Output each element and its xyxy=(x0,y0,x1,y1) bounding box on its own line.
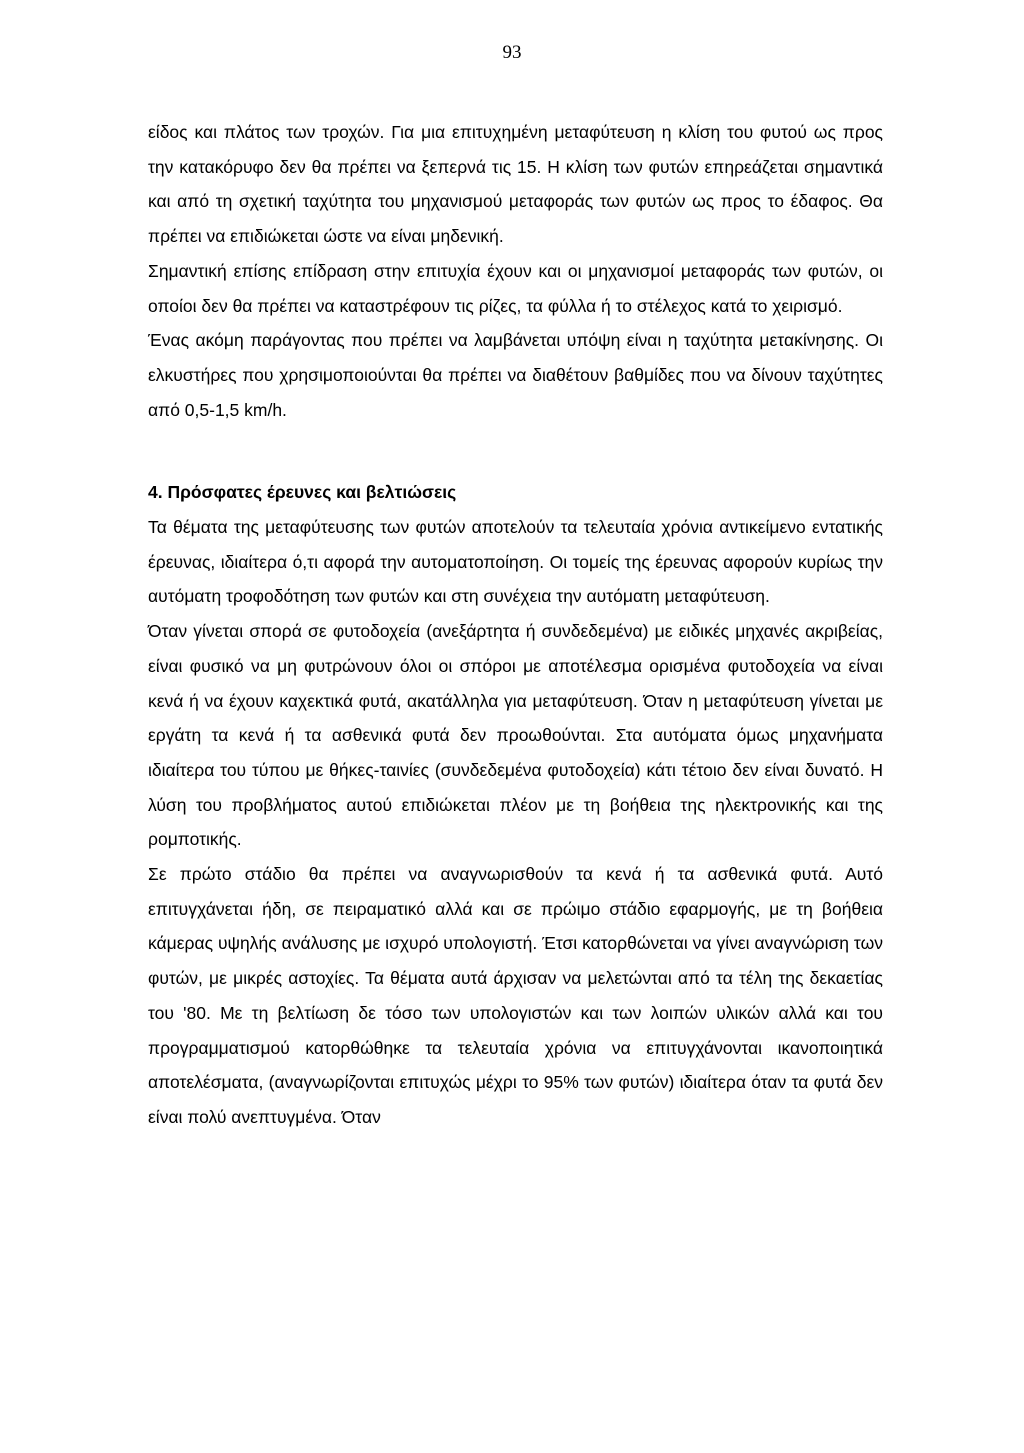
paragraph-research-topics: Τα θέματα της μεταφύτευσης των φυτών αποτελούν τα τελευταία χρόνια αντικείμενο εντατικής έρευνας, ιδιαίτερα ό,τι αφορά την αυτοματοποίηση. Οι τομείς της έρευνας αφορούν κυρίως την αυτόματη τροφοδότηση των φυτών και στη συνέχεια την αυτόματη μεταφύτευση. xyxy=(148,517,883,607)
paragraph-travel-speed: Ένας ακόμη παράγοντας που πρέπει να λαμβάνεται υπόψη είναι η ταχύτητα μετακίνησης. Οι ελκυστήρες που χρησιμοποιούνται θα πρέπει να διαθέτουν βαθμίδες που να δίνουν ταχύτητες από 0,5-1,5 km/h. xyxy=(148,330,883,420)
section-heading: 4. Πρόσφατες έρευνες και βελτιώσεις xyxy=(148,482,457,503)
paragraph-wheel-width: είδος και πλάτος των τροχών. Για μια επιτυχημένη μεταφύτευση η κλίση του φυτού ως προς την κατακόρυφο δεν θα πρέπει να ξεπερνά τις 15. Η κλίση των φυτών επηρεάζεται σημαντικά και από τη σχετική ταχύτητα του μηχανισμού μεταφοράς των φυτών ως προς το έδαφος. Θα πρέπει να επιδιώκεται ώστε να είναι μηδενική. xyxy=(148,122,883,247)
paragraph-seeding-trays: Όταν γίνεται σπορά σε φυτοδοχεία (ανεξάρτητα ή συνδεδεμένα) με ειδικές μηχανές ακριβείας, είναι φυσικό να μη φυτρώνουν όλοι οι σπόροι με αποτέλεσμα ορισμένα φυτοδοχεία να είναι κενά ή να έχουν καχεκτικά φυτά, ακατάλληλα για μεταφύτευση. Όταν η μεταφύτευση γίνεται με εργάτη τα κενά ή τα ασθενικά φυτά δεν προωθούνται. Στα αυτόματα όμως μηχανήματα ιδιαίτερα του τύπου με θήκες-ταινίες (συνδεδεμένα φυτοδοχεία) κάτι τέτοιο δεν είναι δυνατό. Η λύση του προβλήματος αυτού επιδιώκεται πλέον με τη βοήθεια της ηλεκτρονικής και της ρομποτικής. xyxy=(148,621,883,850)
page-number: 93 xyxy=(502,42,522,63)
document-body xyxy=(148,115,883,1135)
paragraph-camera-recognition: Σε πρώτο στάδιο θα πρέπει να αναγνωρισθούν τα κενά ή τα ασθενικά φυτά. Αυτό επιτυγχάνεται ήδη, σε πειραματικό αλλά και σε πρώιμο στάδιο εφαρμογής, με τη βοήθεια κάμερας υψηλής ανάλυσης με ισχυρό υπολογιστή. Έτσι κατορθώνεται να γίνει αναγνώριση των φυτών, με μικρές αστοχίες. Τα θέματα αυτά άρχισαν να μελετώνται από τα τέλη της δεκαετίας του '80. Με τη βελτίωση δε τόσο των υπολογιστών και των λοιπών υλικών αλλά και του προγραμματισμού κατορθώθηκε τα τελευταία χρόνια να επιτυγχάνονται ικανοποιητικά αποτελέσματα, (αναγνωρίζονται επιτυχώς μέχρι το 95% των φυτών) ιδιαίτερα όταν τα φυτά δεν είναι πολύ ανεπτυγμένα. Όταν xyxy=(148,864,883,1127)
paragraph-transfer-mechanisms: Σημαντική επίσης επίδραση στην επιτυχία έχουν και οι μηχανισμοί μεταφοράς των φυτών, οι οποίοι δεν θα πρέπει να καταστρέφουν τις ρίζες, τα φύλλα ή το στέλεχος κατά το χειρισμό. xyxy=(148,260,883,316)
section-spacer xyxy=(148,427,883,475)
